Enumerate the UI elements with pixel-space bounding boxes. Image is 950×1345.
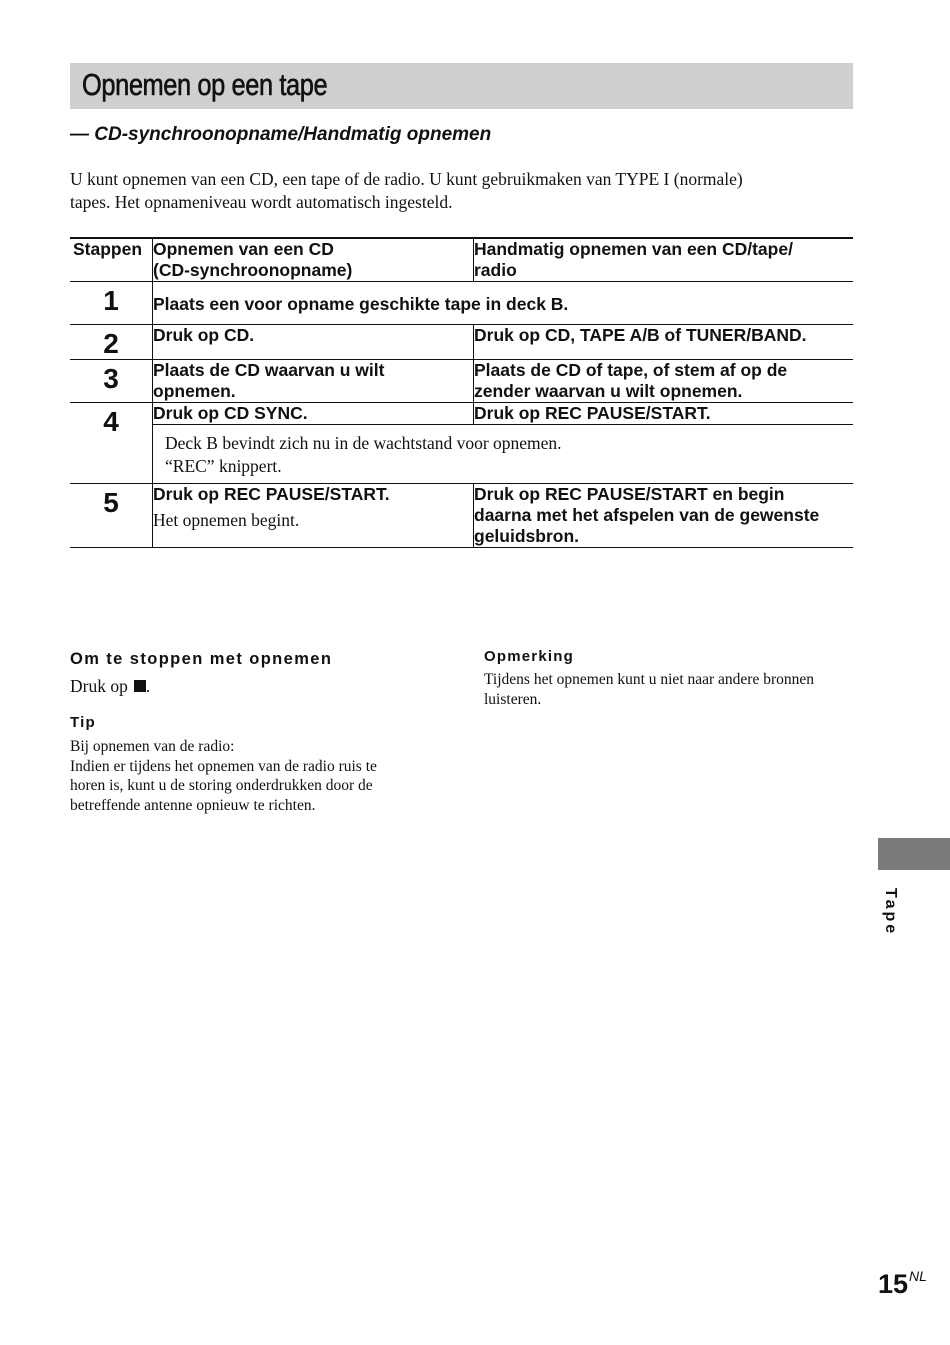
- step-number: 4: [70, 403, 153, 484]
- step-5-manual-line-1: Druk op REC PAUSE/START en begin: [474, 484, 785, 504]
- step-5-manual: [474, 484, 854, 548]
- stop-heading: Om te stoppen met opnemen: [70, 650, 333, 668]
- step-number: 1: [70, 282, 153, 325]
- header-cd-recording: [153, 238, 474, 282]
- tip-line-4: betreffende antenne opnieuw te richten.: [70, 796, 316, 814]
- table-row: [70, 282, 853, 325]
- page-number-suffix: NL: [909, 1268, 927, 1284]
- step-number: 3: [70, 360, 153, 403]
- header-steps: Stappen: [70, 238, 153, 282]
- stop-text-label: Druk op: [70, 676, 128, 696]
- header-cd-line-1: Opnemen van een CD: [153, 239, 334, 259]
- header-manual-recording: [474, 238, 854, 282]
- tip-text: [70, 737, 430, 815]
- step-3-manual: [474, 360, 854, 403]
- step-2-manual: Druk op CD, TAPE A/B of TUNER/BAND.: [474, 325, 807, 345]
- step-3-manual-line-2: zender waarvan u wilt opnemen.: [474, 381, 743, 401]
- step-2-cd: Druk op CD.: [153, 325, 474, 360]
- step-number: 2: [70, 325, 153, 360]
- remark-heading: Opmerking: [484, 648, 574, 665]
- table-row: [70, 360, 853, 403]
- header-manual-line-2: radio: [474, 260, 517, 280]
- table-row: [70, 484, 853, 548]
- header-manual-line-1: Handmatig opnemen van een CD/tape/: [474, 239, 793, 259]
- step-5-cd: [153, 484, 474, 548]
- page-number: [878, 1268, 927, 1300]
- step-4-cd: Druk op CD SYNC.: [153, 403, 474, 425]
- tip-line-3: horen is, kunt u de storing onderdrukken door de: [70, 777, 373, 794]
- tip-line-1: Bij opnemen van de radio:: [70, 738, 235, 755]
- step-5-cd-note: Het opnemen begint.: [153, 510, 300, 530]
- remark-line-2: luisteren.: [484, 690, 542, 708]
- step-4-note-line-1: Deck B bevindt zich nu in de wachtstand voor opnemen.: [165, 433, 562, 453]
- table-row: [70, 425, 853, 484]
- step-1-text: Plaats een voor opname geschikte tape in deck B.: [153, 294, 569, 314]
- intro-paragraph: [70, 168, 850, 214]
- tip-heading: Tip: [70, 714, 96, 731]
- table-row: [70, 403, 853, 425]
- step-3-cd-line-2: opnemen.: [153, 381, 236, 401]
- intro-line-2: tapes. Het opnameniveau wordt automatisch ingesteld.: [70, 192, 453, 212]
- step-5-manual-line-3: geluidsbron.: [474, 526, 579, 546]
- step-number: 5: [70, 484, 153, 548]
- steps-table: [70, 237, 853, 548]
- step-4-note: [153, 425, 854, 484]
- intro-line-1: U kunt opnemen van een CD, een tape of de radio. U kunt gebruikmaken van TYPE I (normale): [70, 169, 743, 189]
- page-number-value: 15: [878, 1269, 909, 1299]
- table-header-row: [70, 238, 853, 282]
- tip-line-2: Indien er tijdens het opnemen van de radio ruis te: [70, 757, 377, 775]
- step-3-cd-line-1: Plaats de CD waarvan u wilt: [153, 360, 385, 380]
- stop-icon: [134, 680, 146, 692]
- header-cd-line-2: (CD-synchroonopname): [153, 260, 353, 280]
- step-5-manual-line-2: daarna met het afspelen van de gewenste: [474, 505, 820, 525]
- stop-text: [70, 676, 150, 697]
- page-title: Opnemen op een tape: [82, 67, 328, 102]
- step-4-note-line-2: “REC” knippert.: [165, 456, 282, 476]
- side-tab-marker: [878, 838, 950, 870]
- side-tab-label: Tape: [882, 888, 899, 937]
- subtitle: — CD-synchroonopname/Handmatig opnemen: [70, 124, 492, 145]
- title-bar: [70, 63, 853, 109]
- stop-text-period: .: [145, 676, 151, 696]
- step-5-cd-text: Druk op REC PAUSE/START.: [153, 484, 390, 504]
- remark-line-1: Tijdens het opnemen kunt u niet naar andere bronnen: [484, 671, 815, 688]
- table-row: [70, 325, 853, 360]
- step-3-manual-line-1: Plaats de CD of tape, of stem af op de: [474, 360, 788, 380]
- remark-text: [484, 670, 854, 709]
- step-3-cd: [153, 360, 474, 403]
- step-4-manual: Druk op REC PAUSE/START.: [474, 403, 711, 423]
